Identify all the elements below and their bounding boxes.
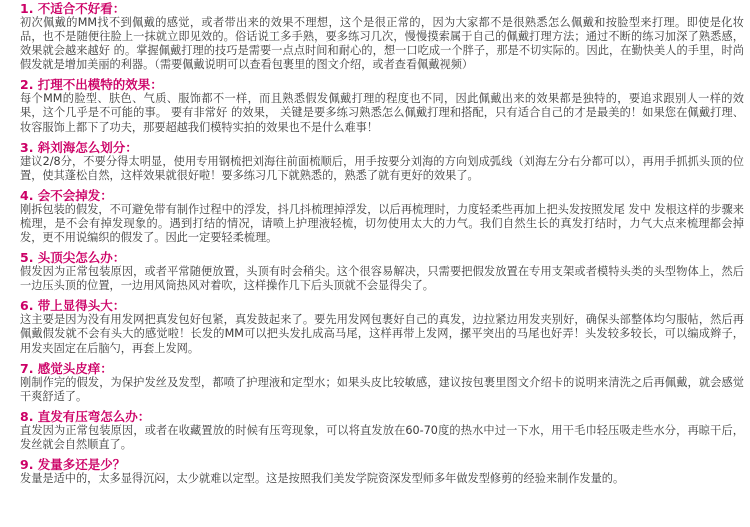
section-heading: 9. 发量多还是少？ [20,456,126,472]
section-body: 刚拆包装的假发，不可避免带有制作过程中的浮发，抖几抖梳理掉浮发，以后再梳理时，力度轻柔些再加上把头发按照发尾 发中 发根这样的步骤来梳理，是不会有掉发现象的。遇到打结的情况，请喷上护理液轻梳，切勿使用太大的力气。我们自然生长的真发打结时，力气大点来梳理都会掉发，更不用说编织的假发了。因此一定要轻柔梳理。 [20,202,744,245]
faq-section-itchy-scalp [20,361,744,404]
section-heading: 8. 直发有压弯怎么办： [20,408,151,424]
section-body: 建议2/8分，不要分得太明显，使用专用钢梳把刘海往前面梳顺后，用手按要分刘海的方向划成弧线（刘海左分右分都可以），再用手抓抓头顶的位置，使其蓬松自然，这样效果就很好啦！要多练习几下就熟悉的，熟悉了就有更好的效果了。 [20,154,744,182]
section-heading: 6. 带上显得头大： [20,298,126,314]
section-heading: 5. 头顶尖怎么办： [20,250,126,266]
faq-section-model-effect [20,77,744,134]
section-heading: 2. 打理不出模特的效果： [20,77,163,93]
section-body: 初次佩戴的MM找不到佩戴的感觉，或者带出来的效果不理想，这个是很正常的，因为大家都不是很熟悉怎么佩戴和按脸型来打理。即使是化妆品，也不是随便往脸上一抹就立即见效的。俗话说工多手熟，要多练习几次，慢慢摸索属于自己的佩戴打理方法；通过不断的练习加深了熟悉感，效果就会越来越好 的。掌握佩戴打理的技巧是需要一点点时间和耐心的，想一口吃成一个胖子，那是不切实际的。因此，在勤快美人的手里，时尚假发就是增加美丽的利器。（需要佩戴说明可以查看包裹里的图文介绍，或者查看佩戴视频） [20,16,744,72]
faq-section-bent-straight-hair [20,409,744,452]
section-heading: 4. 会不会掉发： [20,187,113,203]
section-body: 每个MM的脸型、肤色、气质、服饰都不一样，而且熟悉假发佩戴打理的程度也不同，因此佩戴出来的效果都是独特的，要追求跟别人一样的效果，这个几乎是不可能的事。 要有非常好 的效果， 关键是要多练习熟悉怎么佩戴打理和搭配，只有适合自己的才是最美的！如果您在佩戴打理、妆容服饰上都下了功夫，那要超越我们模特实拍的效果也不是什么难事！ [20,92,744,134]
section-body: 刚制作完的假发，为保护发丝及发型，都喷了护理液和定型水；如果头皮比较敏感，建议按包裹里图文介绍卡的说明来清洗之后再佩戴，就会感觉干爽舒适了。 [20,375,744,403]
section-body: 假发因为正常包装原因，或者平常随便放置，头顶有时会稍尖。这个很容易解决，只需要把假发放置在专用支架或者模特头类的头型物体上，然后一边压头顶的位置，一边用风筒热风对着吹，这样操作几下后头顶就不会显得尖了。 [20,265,744,293]
faq-section-hair-volume [20,457,744,486]
section-body: 发量是适中的，太多显得沉闷，太少就难以定型。这是按照我们美发学院资深发型师多年做发型修剪的经验来制作发量的。 [20,471,625,485]
section-body: 这主要是因为没有用发网把真发包好包紧，真发鼓起来了。要先用发网包裹好自己的真发，边拉紧边用发夹别好，确保头部整体均匀服帖，然后再佩戴假发就不会有头大的感觉啦！长发的MM可以把头发扎成高马尾，这样再带上发网，摞平突出的马尾也好弄！头发较多较长，可以编成辫子，用发夹固定在后脑勺，再套上发网。 [20,313,744,355]
section-body: 直发因为正常包装原因，或者在收藏置放的时候有压弯现象，可以将直发放在60-70度的热水中过一下水，用干毛巾轻压吸走些水分，再晾干后，发丝就会自然顺直了。 [20,423,744,451]
faq-section-pointed-crown [20,250,744,293]
faq-section-head-looks-big [20,298,744,355]
section-heading: 7. 感觉头皮痒： [20,360,113,376]
faq-section-shedding [20,188,744,245]
faq-section-not-suitable [20,1,744,72]
section-heading: 3. 斜刘海怎么划分： [20,139,138,155]
faq-section-side-bangs [20,140,744,183]
section-heading: 1. 不适合不好看： [20,1,126,16]
